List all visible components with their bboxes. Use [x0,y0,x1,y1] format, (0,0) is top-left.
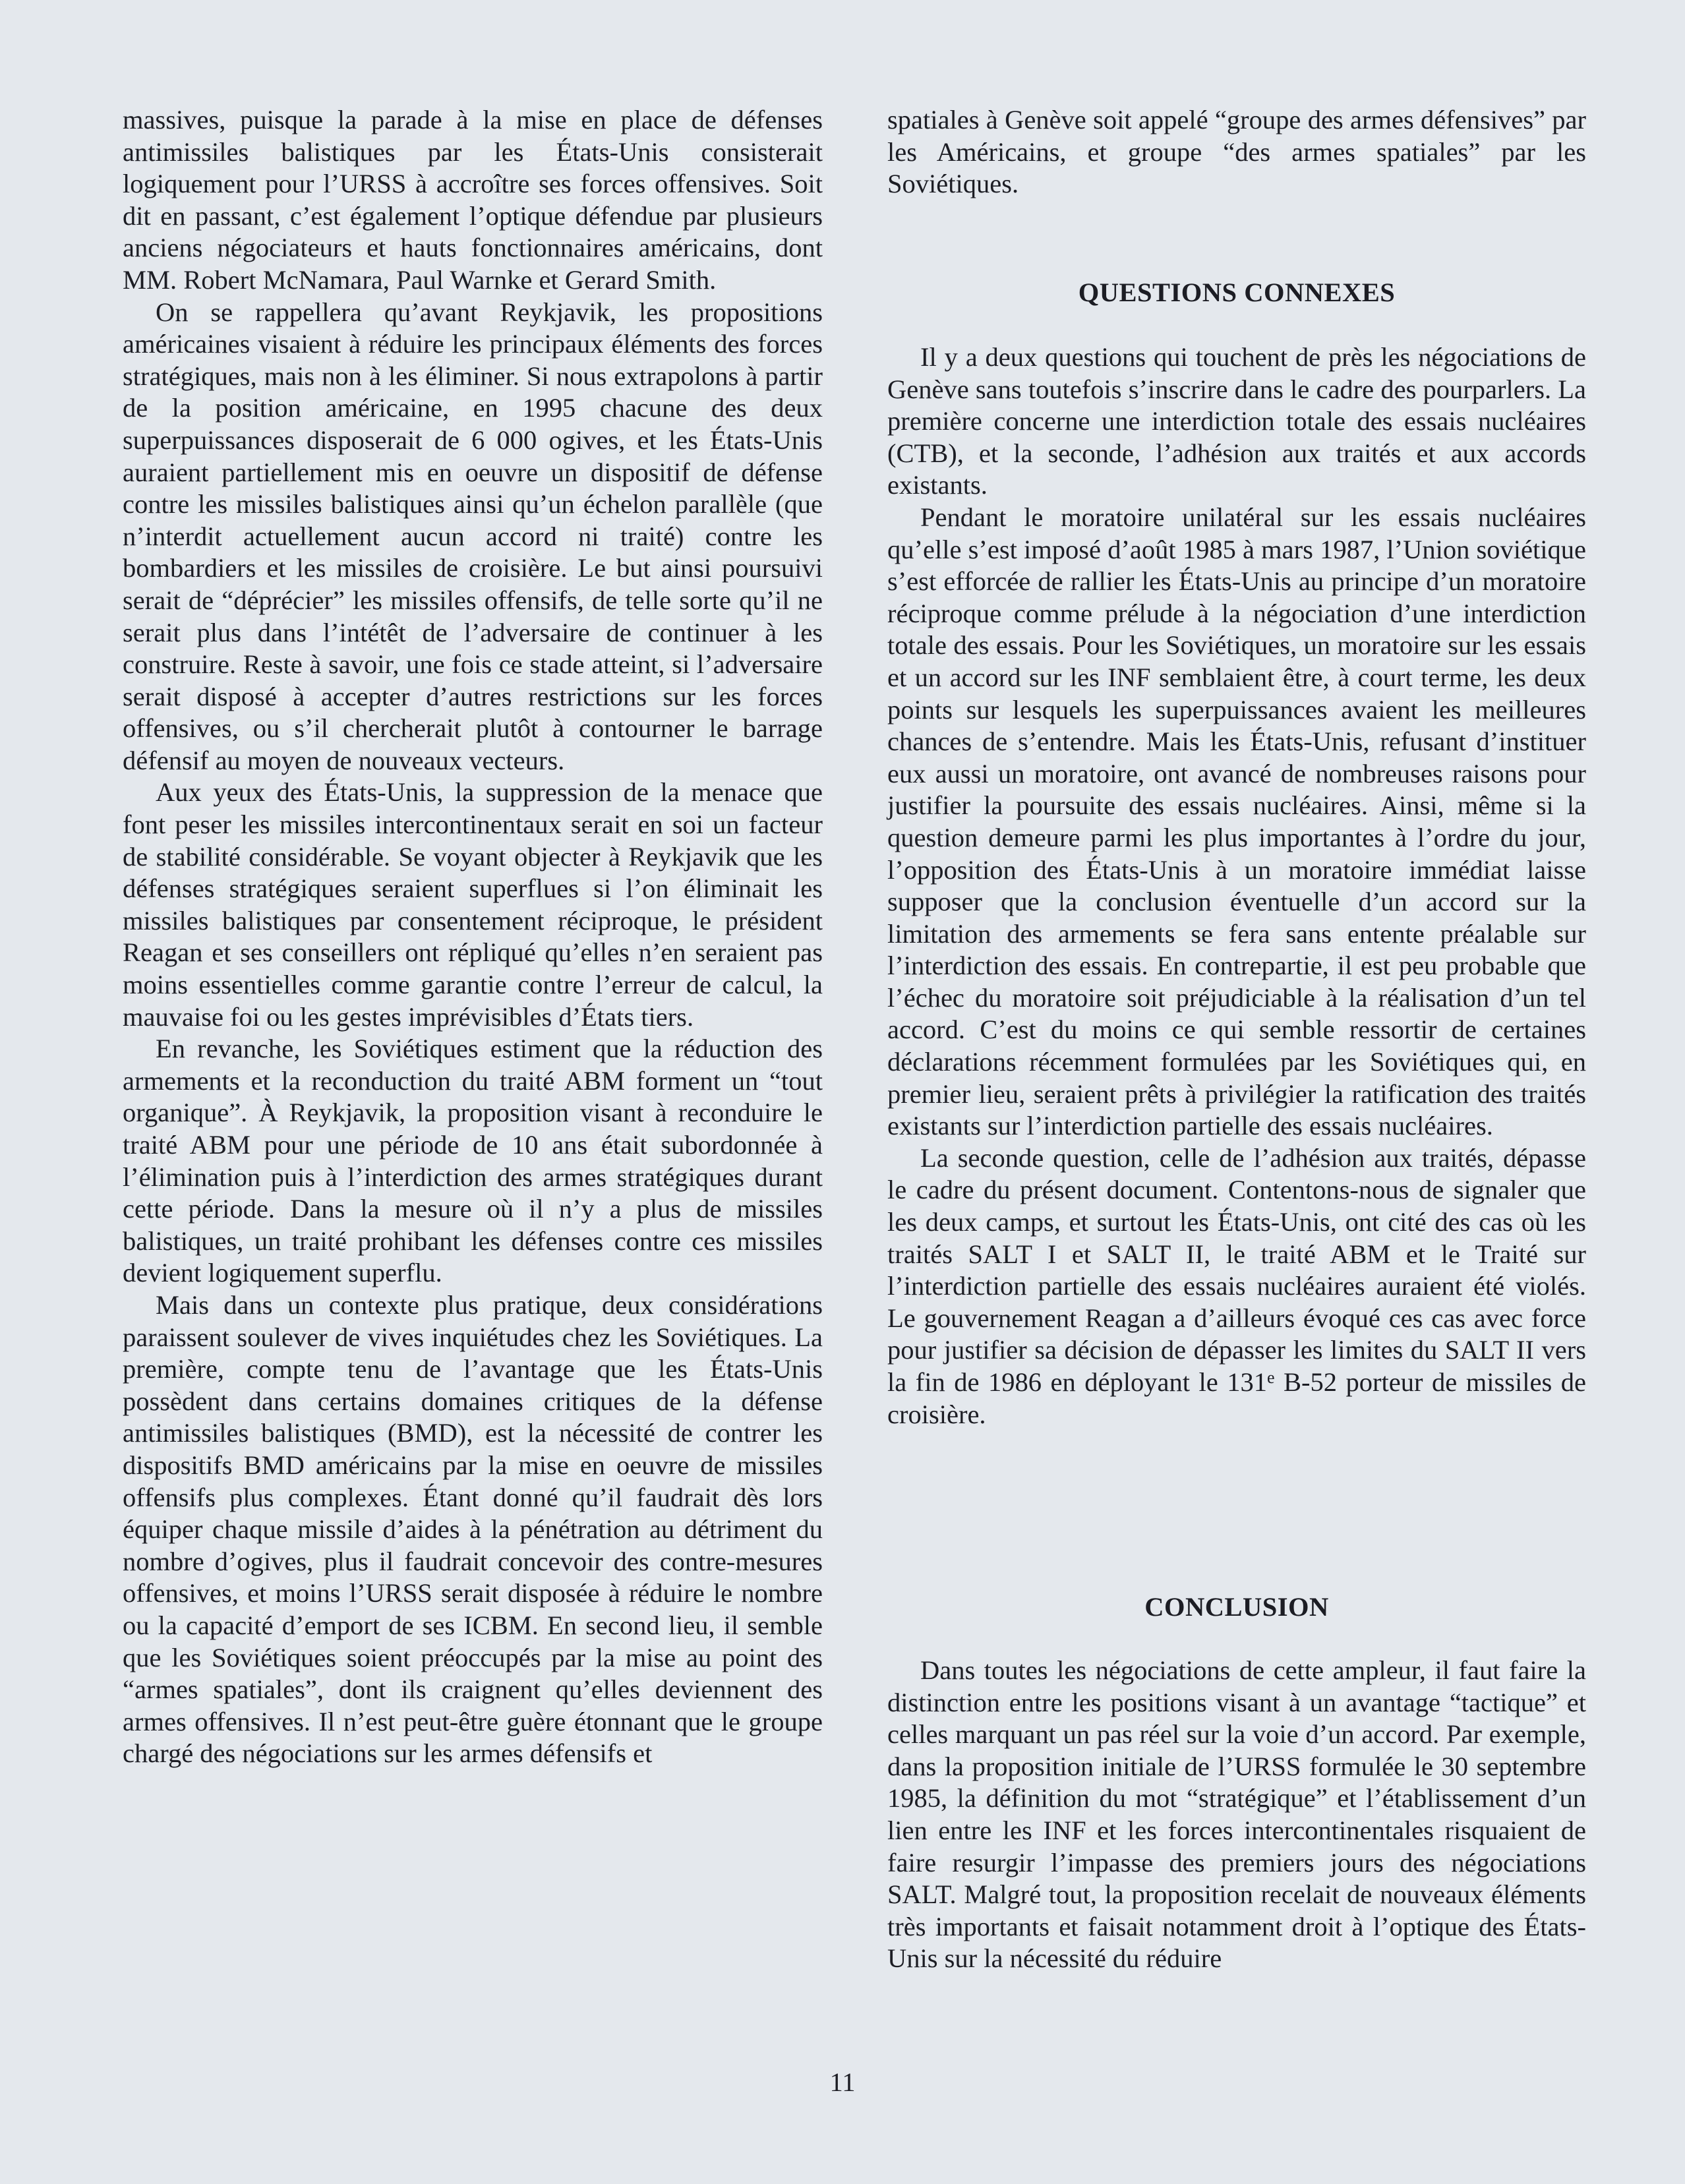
section-heading-questions-connexes: QUESTIONS CONNEXES [1078,278,1396,307]
paragraph: Aux yeux des États-Unis, la suppression de la menace que font peser les missiles intercontinentaux serait en soi un facteur de stabilité considérable. Se voyant objecter à Reykjavik que les défenses stratégiques seraient superflues si l’on éliminait les missiles balistiques par consentement réciproque, le président Reagan et ses conseillers ont répliqué qu’elles n’en seraient pas moins essentielles comme garantie contre l’erreur de calcul, la mauvaise foi ou les gestes imprévisibles d’États tiers. [123,777,823,1032]
paragraph-text: La seconde question, celle de l’adhésion aux traités, dépasse le cadre du présent document. Contentons-nous de signaler que les deux camps, et surtout les États-Unis, ont cité des cas où les traités SALT I et SALT II, le traité ABM et le Traité sur l’interdiction partielle des essais nucléaires auraient été violés. Le gouvernement Reagan a d’ailleurs évoqué ces cas avec force pour justifier sa décision de dépasser les limites du SALT II vers la fin de 1986 en déployant le 131 [887,1142,1586,1397]
paragraph: Mais dans un contexte plus pratique, deux considérations paraissent soulever de vives inquiétudes chez les Soviétiques. La première, compte tenu de l’avantage que les États-Unis possèdent dans certains domaines critiques de la défense antimissiles balistiques (BMD), est la nécessité de contrer les dispositifs BMD américains par la mise en oeuvre de missiles offensifs plus complexes. Étant donné qu’il faudrait dès lors équiper chaque missile d’aides à la pénétration au détriment du nombre d’ogives, plus il faudrait concevoir des contre-mesures offensives, et moins l’URSS serait disposée à réduire le nombre ou la capacité d’emport de ses ICBM. En second lieu, il semble que les Soviétiques soient préoccupés par la mise au point des “armes spatiales”, dont ils craignent qu’elles deviennent des armes offensives. Il n’est peut-être guère étonnant que le groupe chargé des négociations sur les armes défensifs et [123,1289,823,1769]
paragraph: Dans toutes les négociations de cette ampleur, il faut faire la distinction entre les positions visant à un avantage “tactique” et celles marquant un pas réel sur la voie d’un accord. Par exemple, dans la proposition initiale de l’URSS formulée le 30 septembre 1985, la définition du mot “stratégique” et l’établissement d’un lien entre les INF et les forces intercontinentales risquaient de faire resurgir l’impasse des premiers jours des négociations SALT. Malgré tout, la proposition recelait de nouveaux éléments très importants et faisait notamment droit à l’optique des États-Unis sur la nécessité du réduire [887,1655,1586,1974]
right-column-bottom [887,1655,1586,1975]
paragraph: spatiales à Genève soit appelé “groupe des armes défensives” par les Américains, et groupe “des armes spatiales” par les Soviétiques. [887,105,1586,199]
left-column [123,104,823,1770]
superscript: e [1266,1368,1275,1387]
right-column-top [887,104,1586,200]
paragraph: En revanche, les Soviétiques estiment que la réduction des armements et la reconduction du traité ABM forment un “tout organique”. À Reykjavik, la proposition visant à reconduire le traité ABM pour une période de 10 ans était subordonnée à l’élimination puis à l’interdiction des armes stratégiques durant cette période. Dans la mesure où il n’y a plus de missiles balistiques, un traité prohibant les défenses contre ces missiles devient logiquement superflu. [123,1034,823,1288]
paragraph-text: B-52 porteur de missiles de croisière. [887,1367,1586,1429]
paragraph [887,1142,1586,1431]
section-heading-conclusion: CONCLUSION [1144,1592,1329,1622]
right-column-middle [887,341,1586,1431]
page-number: 11 [829,2067,856,2097]
paragraph: On se rappellera qu’avant Reykjavik, les propositions américaines visaient à réduire les principaux éléments des forces stratégiques, mais non à les éliminer. Si nous extrapolons à partir de la position américaine, en 1995 chacune des deux superpuissances disposerait de 6 000 ogives, et les États-Unis auraient partiellement mis en oeuvre un dispositif de défense contre les missiles balistiques ainsi qu’un échelon parallèle (que n’interdit actuellement aucun accord ni traité) contre les bombardiers et les missiles de croisière. Le but ainsi poursuivi serait de “déprécier” les missiles offensifs, de telle sorte qu’il ne serait plus dans l’intétêt de l’adversaire de continuer à les construire. Reste à savoir, une fois ce stade atteint, si l’adversaire serait disposé à accepter d’autres restrictions sur les forces offensives, ou s’il chercherait plutôt à contourner le barrage défensif au moyen de nouveaux vecteurs. [123,297,823,775]
paragraph: Il y a deux questions qui touchent de près les négociations de Genève sans toutefois s’inscrire dans le cadre des pourparlers. La première concerne une interdiction totale des essais nucléaires (CTB), et la seconde, l’adhésion aux traités et aux accords existants. [887,342,1586,500]
paragraph: Pendant le moratoire unilatéral sur les essais nucléaires qu’elle s’est imposé d’août 1985 à mars 1987, l’Union soviétique s’est efforcée de rallier les États-Unis au principe d’un moratoire réciproque comme prélude à la négociation d’une interdiction totale des essais. Pour les Soviétiques, un moratoire sur les essais et un accord sur les INF semblaient être, à court terme, les deux points sur lesquels les superpuissances avaient les meilleures chances de s’entendre. Mais les États-Unis, refusant d’instituer eux aussi un moratoire, ont avancé de nombreuses raisons pour justifier la poursuite des essais nucléaires. Ainsi, même si la question demeure parmi les plus importantes à l’ordre du jour, l’opposition des États-Unis à un moratoire immédiat laisse supposer que la conclusion éventuelle d’un accord sur la limitation des armements se fera sans entente préalable sur l’interdiction des essais. En contrepartie, il est peu probable que l’échec du moratoire soit préjudiciable à la réalisation d’un tel accord. C’est du moins ce qui semble ressortir de certaines déclarations récemment formulées par les Soviétiques qui, en premier lieu, seraient prêts à privilégier la ratification des traités existants sur l’interdiction partielle des essais nucléaires. [887,502,1586,1141]
paragraph: massives, puisque la parade à la mise en place de défenses antimissiles balistiques par les États-Unis consisterait logiquement pour l’URSS à accroître ses forces offensives. Soit dit en passant, c’est également l’optique défendue par plusieurs anciens négociateurs et hauts fonctionnaires américains, dont MM. Robert McNamara, Paul Warnke et Gerard Smith. [123,105,823,295]
